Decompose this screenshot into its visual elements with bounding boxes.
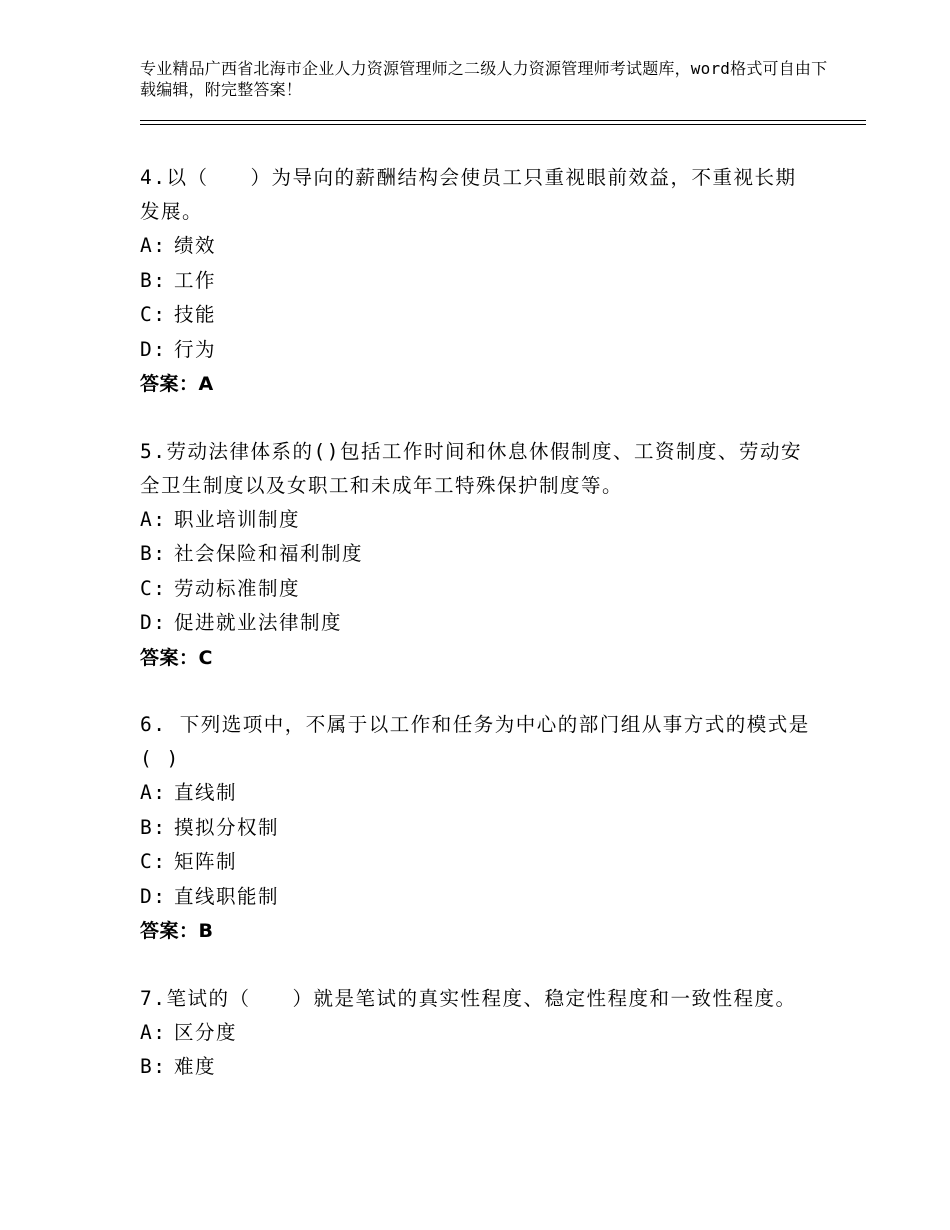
question-7 — [140, 982, 810, 1085]
option-text: 区分度 — [174, 1020, 238, 1044]
option-b — [140, 811, 810, 846]
option-text: 技能 — [174, 303, 217, 326]
option-text: 难度 — [174, 1055, 217, 1078]
spacer — [140, 402, 810, 435]
option-d — [140, 333, 810, 368]
option-b — [140, 1050, 810, 1085]
answer-line: 答案：A — [140, 373, 214, 395]
option-a — [140, 1016, 810, 1051]
question-5 — [140, 435, 810, 676]
option-text: 社会保险和福利制度 — [174, 542, 364, 565]
option-label: C: — [140, 850, 167, 873]
option-a — [140, 503, 810, 538]
option-text: 工作 — [174, 268, 217, 292]
option-label: C: — [140, 303, 167, 326]
option-label: B: — [140, 1055, 167, 1078]
answer-line: 答案：B — [140, 920, 214, 942]
spacer — [140, 675, 810, 708]
question-text: 7.笔试的（ ）就是笔试的真实性程度、稳定性程度和一致性程度。 — [140, 986, 797, 1010]
option-b — [140, 537, 810, 572]
option-label: B: — [140, 268, 167, 292]
option-d — [140, 606, 810, 641]
option-text: 矩阵制 — [174, 850, 238, 873]
question-list — [140, 161, 810, 1085]
option-label: D: — [140, 337, 167, 361]
option-label: A: — [140, 234, 167, 257]
answer-line: 答案：C — [140, 646, 213, 669]
option-text: 职业培训制度 — [174, 507, 301, 531]
option-text: 绩效 — [174, 234, 217, 257]
option-a — [140, 776, 810, 811]
header-rule-top — [140, 120, 866, 121]
option-label: A: — [140, 1020, 167, 1044]
question-text: 5.劳动法律体系的()包括工作时间和休息休假制度、工资制度、劳动安全卫生制度以及女职工和未成年工特殊保护制度等。 — [140, 439, 802, 497]
option-label: D: — [140, 884, 167, 908]
spacer — [140, 949, 810, 982]
header-rule-bottom — [140, 124, 866, 125]
question-text: 4.以（ ）为导向的薪酬结构会使员工只重视眼前效益，不重视长期发展。 — [140, 166, 797, 223]
option-label: D: — [140, 611, 167, 634]
option-label: B: — [140, 815, 167, 839]
option-text: 劳动标准制度 — [174, 576, 301, 600]
option-c — [140, 572, 810, 607]
option-label: B: — [140, 542, 167, 565]
option-text: 直线职能制 — [174, 884, 280, 908]
option-c — [140, 298, 810, 333]
question-text: 6. 下列选项中，不属于以工作和任务为中心的部门组从事方式的模式是( ) — [140, 713, 810, 770]
option-a — [140, 229, 810, 264]
option-text: 直线制 — [174, 781, 238, 804]
question-6 — [140, 708, 810, 949]
option-text: 行为 — [174, 337, 217, 361]
option-c — [140, 845, 810, 880]
option-label: C: — [140, 576, 167, 600]
option-b — [140, 264, 810, 299]
question-4 — [140, 161, 810, 402]
document-header: 专业精品广西省北海市企业人力资源管理师之二级人力资源管理师考试题库，word格式可自由下载编辑，附完整答案！ — [140, 59, 828, 99]
option-label: A: — [140, 781, 167, 804]
option-label: A: — [140, 507, 167, 531]
option-text: 摸拟分权制 — [174, 815, 280, 839]
option-d — [140, 880, 810, 915]
option-text: 促进就业法律制度 — [174, 611, 343, 634]
